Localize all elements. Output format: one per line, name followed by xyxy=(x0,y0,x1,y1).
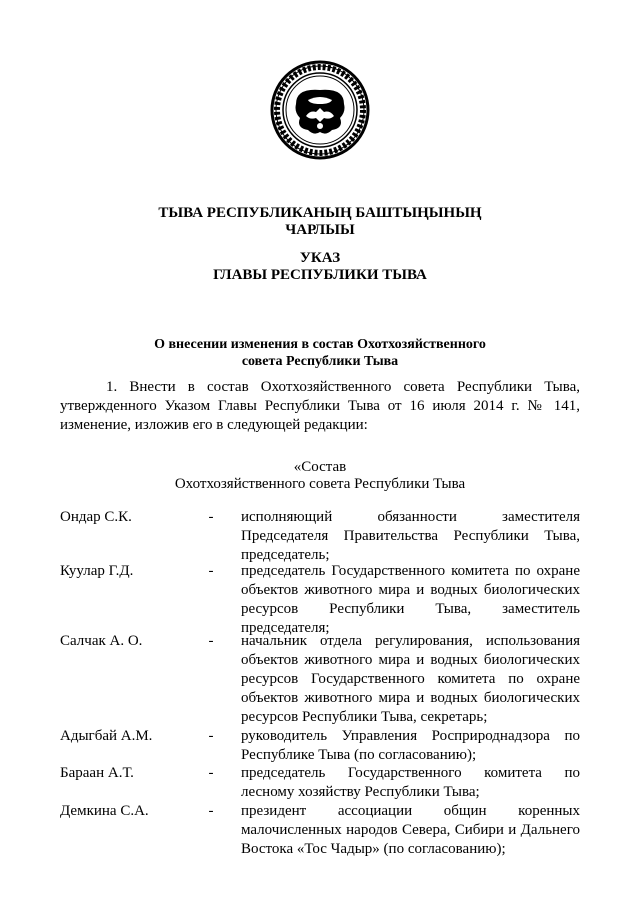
member-position-line: руководитель Управления Росприроднадзора по xyxy=(241,728,580,744)
decree-paragraph xyxy=(60,378,580,435)
coat-of-arms-emblem xyxy=(270,60,370,160)
header-line-2: ЧАРЛЫЫ xyxy=(285,222,355,238)
member-position-line: председатель Государственного комитета по охране xyxy=(241,563,580,579)
header-head-of-republic: ГЛАВЫ РЕСПУБЛИКИ ТЫВА xyxy=(213,267,427,283)
member-position-line: ресурсов Государственного комитета по охране xyxy=(241,671,580,687)
paragraph-line-2: утвержденного Указом Главы Республики Тыва от 16 июля 2014 г. № 141, xyxy=(60,398,580,414)
composition-heading-2: Охотхозяйственного совета Республики Тыва xyxy=(174,476,466,492)
member-position-line: малочисленных народов Севера, Сибири и Дальнего xyxy=(241,822,580,838)
member-position-line: объектов животного мира и водных биологических xyxy=(241,652,580,668)
member-position-line: исполняющий обязанности заместителя xyxy=(241,509,580,525)
member-position-line: ресурсов Республики Тыва, заместитель xyxy=(241,601,580,617)
member-position xyxy=(241,562,580,638)
member-position xyxy=(241,727,580,765)
member-position xyxy=(241,632,580,727)
member-position-line: лесному хозяйству Республики Тыва; xyxy=(241,784,480,800)
header-line-1: ТЫВА РЕСПУБЛИКАНЫҢ БАШТЫҢЫНЫҢ xyxy=(158,205,482,221)
member-position-line: ресурсов Республики Тыва, секретарь; xyxy=(241,709,488,725)
member-position xyxy=(241,508,580,565)
member-position-line: президент ассоциации общин коренных xyxy=(241,803,580,819)
member-position-line: Республике Тыва (по согласованию); xyxy=(241,747,477,763)
document-title-line-1: О внесении изменения в состав Охотхозяйственного xyxy=(154,337,486,352)
document-title-line-2: совета Республики Тыва xyxy=(241,354,399,369)
member-position-line: начальник отдела регулирования, использования xyxy=(241,633,580,649)
member-position-line: председателя; xyxy=(241,620,330,636)
member-dash: - xyxy=(208,728,214,744)
member-position-line: Председателя Правительства Республики Тыва, xyxy=(241,528,580,544)
member-position xyxy=(241,764,580,802)
member-dash: - xyxy=(208,803,214,819)
member-position-line: объектов животного мира и водных биологических xyxy=(241,582,580,598)
member-dash: - xyxy=(208,765,214,781)
member-name: Бараан А.Т. xyxy=(60,765,134,781)
member-name: Демкина С.А. xyxy=(60,803,149,819)
paragraph-line-3: изменение, изложив его в следующей редакции: xyxy=(60,417,368,433)
member-name: Ондар С.К. xyxy=(60,509,132,525)
member-position-line: объектов животного мира и водных биологических xyxy=(241,690,580,706)
paragraph-line-1: 1. Внести в состав Охотхозяйственного совета Республики Тыва, xyxy=(106,379,580,395)
member-name: Салчак А. О. xyxy=(60,633,143,649)
member-position-line: председатель Государственного комитета по xyxy=(241,765,580,781)
member-dash: - xyxy=(208,509,214,525)
header-decree: УКАЗ xyxy=(299,250,341,266)
member-dash: - xyxy=(208,633,214,649)
member-position-line: Востока «Тос Чадыр» (по согласованию); xyxy=(241,841,506,857)
member-position xyxy=(241,802,580,859)
member-position-line: председатель; xyxy=(241,547,330,563)
composition-heading-1: «Состав xyxy=(293,459,347,475)
member-name: Адыгбай А.М. xyxy=(60,728,153,744)
member-dash: - xyxy=(208,563,214,579)
member-name: Куулар Г.Д. xyxy=(60,563,134,579)
